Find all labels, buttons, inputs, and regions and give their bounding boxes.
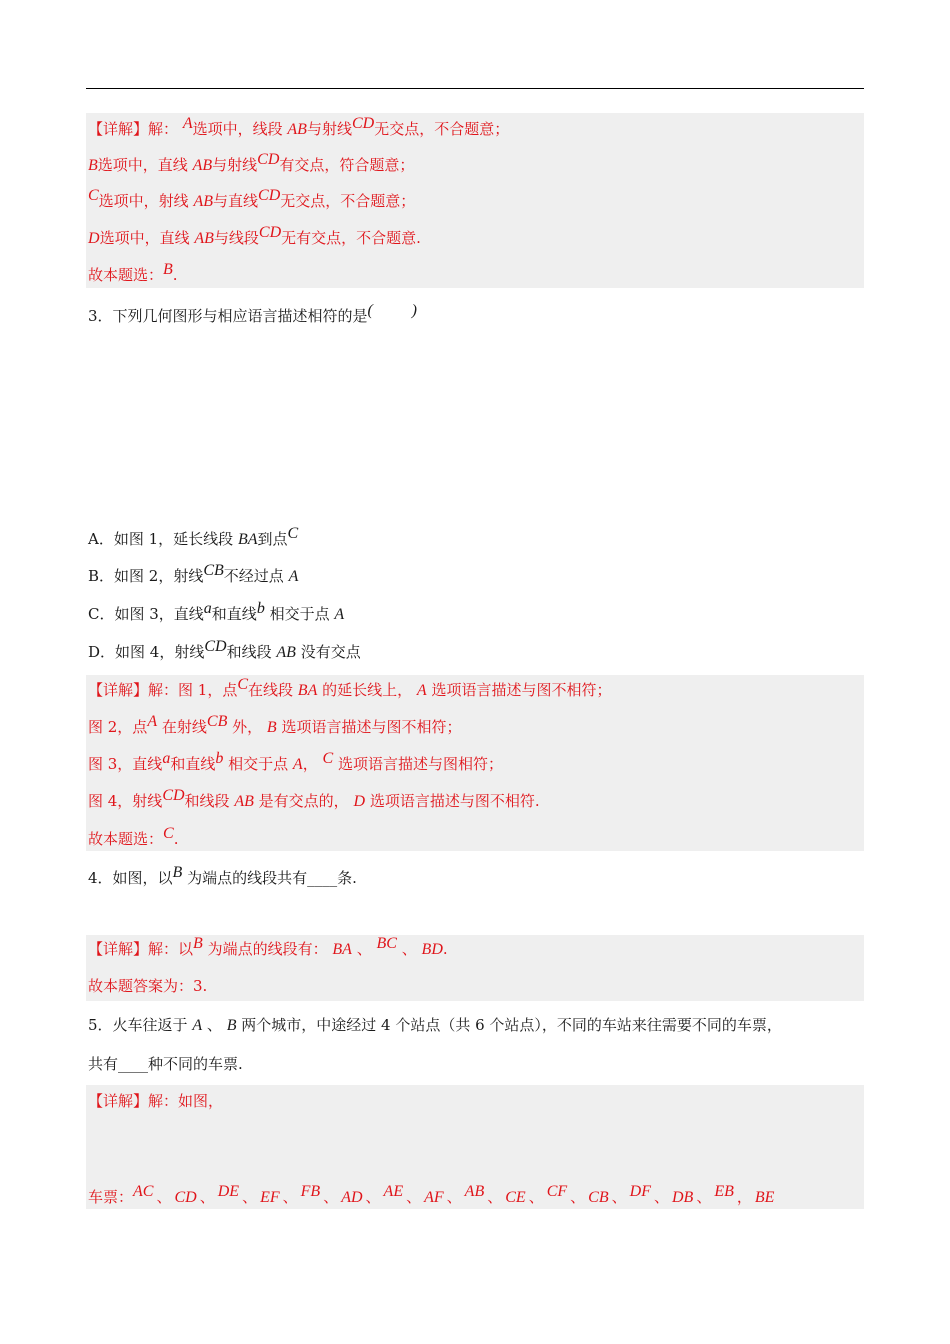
ticket-separator: 、 xyxy=(242,1188,258,1206)
ticket-item: AD xyxy=(341,1189,363,1206)
ticket-item: AF xyxy=(424,1189,444,1206)
q3-option-b: B．如图 2，射线CB不经过点 A xyxy=(88,562,299,585)
ticket-separator: 、 xyxy=(323,1188,339,1206)
q4-stem: 4．如图，以B 为端点的线段共有____条. xyxy=(88,864,357,887)
ticket-separator: 、 xyxy=(696,1188,712,1206)
answer-blank: ____ xyxy=(118,1055,149,1073)
ticket-separator: 、 xyxy=(611,1188,627,1206)
ticket-item: AE xyxy=(383,1183,404,1200)
ticket-item: DE xyxy=(217,1183,240,1200)
q3-answer-line-5: 故本题选：C. xyxy=(88,825,179,848)
ticket-separator: 、 xyxy=(653,1188,669,1206)
ticket-item: DB xyxy=(671,1189,694,1206)
answer-tag: 【详解】 xyxy=(88,1094,149,1110)
header-rule xyxy=(86,88,864,89)
ticket-separator: 、 xyxy=(487,1188,503,1206)
q3-option-d: D．如图 4，射线CD和线段 AB 没有交点 xyxy=(88,638,361,661)
ticket-item: CB xyxy=(588,1189,609,1206)
q3-answer-line-4: 图 4，射线CD和线段 AB 是有交点的， D 选项语言描述与图不相符. xyxy=(88,787,540,810)
ticket-item: EB xyxy=(714,1183,734,1200)
ticket-item: EF xyxy=(260,1189,280,1206)
answer-tag: 【详解】 xyxy=(88,683,149,699)
q5-tickets-line xyxy=(88,1183,775,1208)
ticket-separator: 、 xyxy=(199,1188,215,1206)
ticket-separator: 、 xyxy=(528,1188,544,1206)
q4-answer-line-1: 【详解】解：以B 为端点的线段有： BA 、 BC 、 BD. xyxy=(88,935,448,958)
ticket-separator: 、 xyxy=(406,1188,422,1206)
q3-option-c: C．如图 3，直线a和直线b 相交于点 A xyxy=(88,600,345,623)
q2-answer-line-5: 故本题选：B. xyxy=(88,261,178,284)
ticket-separator: 、 xyxy=(570,1188,586,1206)
tickets-list xyxy=(133,1183,775,1206)
q5-stem-line-1: 5．火车往返于 A 、 B 两个城市，中途经过 4 个站点（共 6 个站点），不同的车站来往需要不同的车票， xyxy=(88,1016,782,1034)
q4-answer-line-2: 故本题答案为：3. xyxy=(88,977,208,995)
q2-answer-line-4: D选项中，直线 AB与线段CD无有交点，不合题意. xyxy=(88,224,421,247)
ticket-item: DF xyxy=(629,1183,651,1200)
ticket-item: CF xyxy=(546,1183,568,1200)
q3-answer-line-2: 图 2，点A 在射线CB 外， B 选项语言描述与图不相符； xyxy=(88,713,462,736)
q3-answer-line-1: 【详解】解：图 1，点C在线段 BA 的延长线上， A 选项语言描述与图不相符； xyxy=(88,676,612,699)
q2-answer-line-2: B选项中，直线 AB与射线CD有交点，符合题意； xyxy=(88,151,415,174)
q5-answer-line-1: 【详解】解：如图， xyxy=(88,1092,224,1110)
ticket-item: CE xyxy=(505,1189,526,1206)
ticket-separator: 、 xyxy=(282,1188,298,1206)
q3-answer-line-3: 图 3，直线a和直线b 相交于点 A， C 选项语言描述与图相符； xyxy=(88,750,503,773)
ticket-item: AB xyxy=(464,1183,485,1200)
q5-stem-line-2: 共有____种不同的车票. xyxy=(88,1055,243,1073)
ticket-item: FB xyxy=(300,1183,321,1200)
ticket-separator: ， xyxy=(736,1188,752,1206)
ticket-item: BE xyxy=(754,1189,775,1206)
answer-tag: 【详解】 xyxy=(88,122,149,138)
ticket-item: AC xyxy=(133,1183,154,1200)
ticket-separator: 、 xyxy=(156,1188,172,1206)
answer-blank: ____ xyxy=(307,869,338,887)
q2-answer-line-3: C选项中，射线 AB与直线CD无交点，不合题意； xyxy=(88,187,416,210)
q3-stem: 3．下列几何图形与相应语言描述相符的是( ) xyxy=(88,302,417,325)
tickets-label: 车票： xyxy=(88,1188,134,1206)
ticket-separator: 、 xyxy=(446,1188,462,1206)
q2-answer-line-1: 【详解】解： A选项中，线段 AB与射线CD无交点，不合题意； xyxy=(88,115,510,138)
ticket-item: CD xyxy=(174,1189,197,1206)
answer-tag: 【详解】 xyxy=(88,942,149,958)
q3-option-a: A．如图 1，延长线段 BA到点C xyxy=(88,525,299,548)
ticket-separator: 、 xyxy=(365,1188,381,1206)
